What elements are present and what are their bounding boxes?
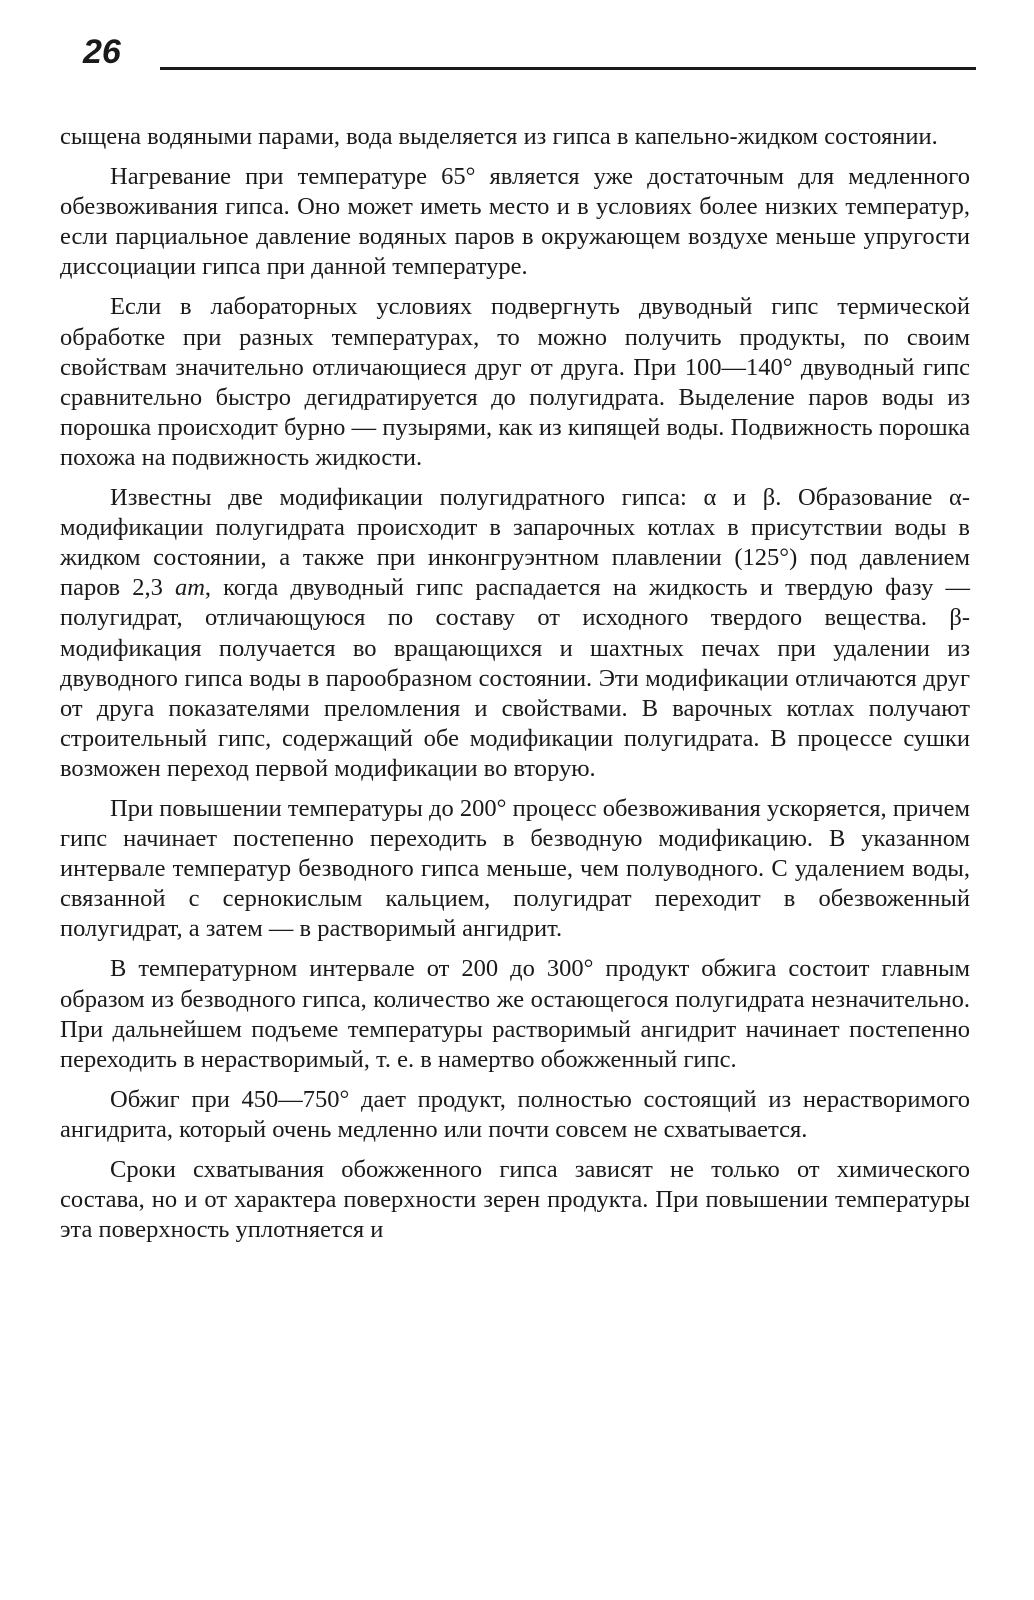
pressure-unit: ат bbox=[174, 574, 205, 602]
paragraph-450-750-firing: Обжиг при 450—750° дает продукт, полностью состоящий из нерастворимого ангидрита, который очень медленно или почти совсем не схватывается. bbox=[60, 1085, 970, 1143]
modifications-text-start: Известны две модификации полугидратного гипса: α и β. Образование α-модификации полугидрата происходит в запарочных котлах в присутствии воды в жидком состоянии, а также при инконгруэнтном плавлении (125°) под давлением паров 2,3 bbox=[60, 484, 970, 602]
paragraph-modifications bbox=[60, 483, 970, 784]
page-number: 26 bbox=[83, 33, 121, 71]
paragraph-heating-65: Нагревание при температуре 65° является уже достаточным для медленного обезвоживания гипса. Оно может иметь место и в условиях более низких температур, если парциальное давление водяных паров в окружающем воздухе меньше упругости диссоциации гипса при данной температуре. bbox=[60, 163, 970, 281]
modifications-text-end: , когда двуводный гипс распадается на жидкость и твердую фазу — полугидрат, отличающуюся по составу от исходного твердого вещества. β-модификация получается во вращающихся и шахтных печах при удалении из двуводного гипса воды в парообразном состоянии. Эти модификации отличаются друг от друга показателями преломления и свойствами. В варочных котлах получают строительный гипс, содержащий обе модификации полугидрата. В процессе сушки возможен переход первой модификации во вторую. bbox=[60, 574, 970, 782]
paragraph-continuation: сыщена водяными парами, вода выделяется из гипса в капельно-жидком состоянии. bbox=[60, 123, 938, 150]
paragraph-lab-treatment: Если в лабораторных условиях подвергнуть двуводный гипс термической обработке при разных температурах, то можно получить продукты, по своим свойствам значительно отличающиеся друг от друга. При 100—140° двуводный гипс сравнительно быстро дегидратируется до полугидрата. Выделение паров воды из порошка происходит бурно — пузырями, как из кипящей воды. Подвижность порошка похожа на подвижность жидкости. bbox=[60, 293, 970, 471]
body-text bbox=[60, 122, 970, 1255]
paragraph-setting-time: Сроки схватывания обожженного гипса зависят не только от химического состава, но и от характера поверхности зерен продукта. При повышении температуры эта поверхность уплотняется и bbox=[60, 1156, 970, 1244]
header-rule bbox=[160, 67, 976, 70]
page-header bbox=[83, 30, 976, 80]
paragraph-200-300-interval: В температурном интервале от 200 до 300° продукт обжига состоит главным образом из безводного гипса, количество же остающегося полугидрата незначительно. При дальнейшем подъеме температуры растворимый ангидрит начинает постепенно переходить в нерастворимый, т. е. в намертво обожженный гипс. bbox=[60, 955, 970, 1073]
paragraph-200-degrees: При повышении температуры до 200° процесс обезвоживания ускоряется, причем гипс начинает постепенно переходить в безводную модификацию. В указанном интервале температур безводного гипса меньше, чем полуводного. С удалением воды, связанной с сернокислым кальцием, полугидрат переходит в обезвоженный полугидрат, а затем — в растворимый ангидрит. bbox=[60, 794, 970, 943]
